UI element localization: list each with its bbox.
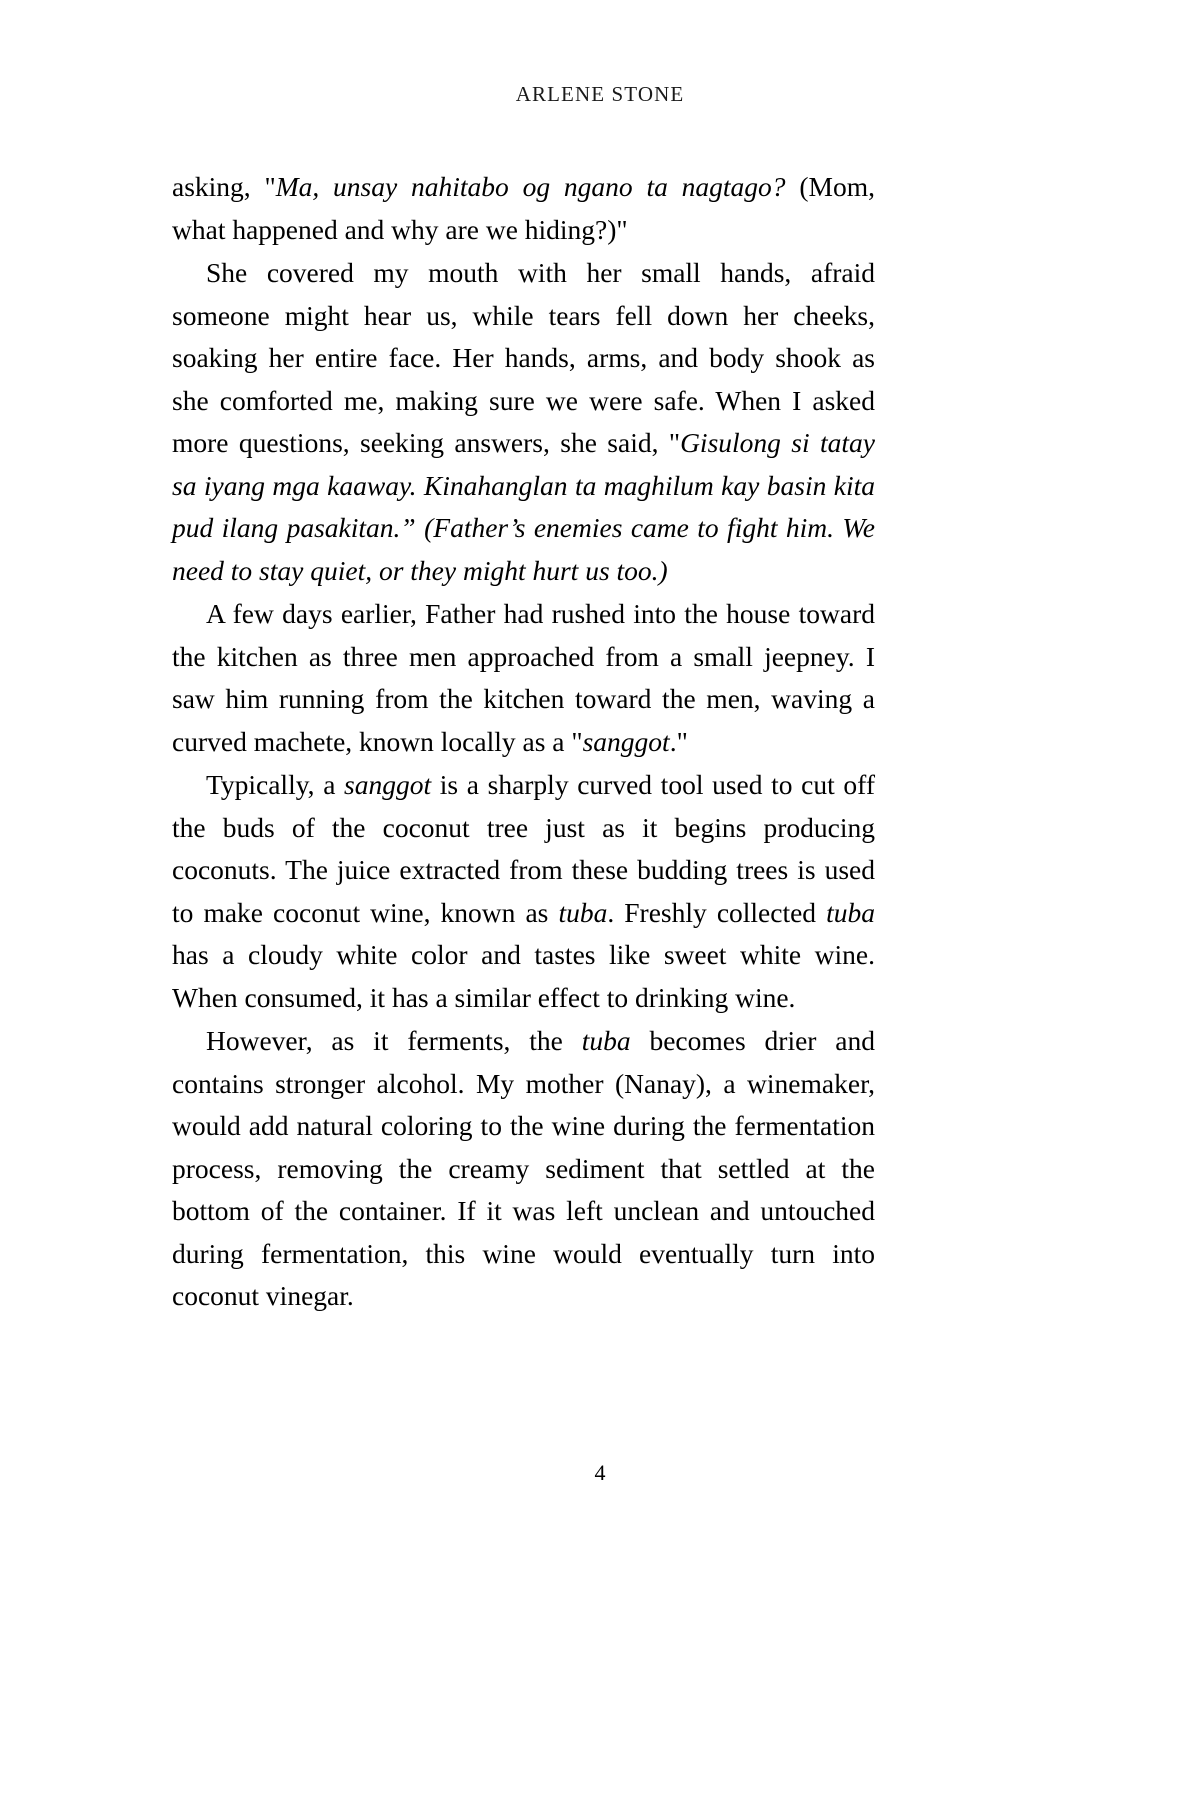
text-run: ."	[669, 725, 688, 757]
text-run: However, as it ferments, the	[206, 1025, 582, 1056]
text-run: A few days earlier, Father had rushed into the house toward the kitchen as three men approached from a small jeepney. I saw him running from the kitchen toward the men, waving a curved machete, known locally as a "	[172, 598, 875, 757]
italic-run: Gisulong si tatay sa iyang mga kaaway. Kinahanglan ta maghilum kay basin kita pud ilang pasakitan.” (Father’s enemies came to fight him. We need to stay quiet, or they might hurt us too.)	[172, 427, 875, 586]
running-header: ARLENE STONE	[515, 82, 685, 106]
italic-run: tuba	[826, 896, 876, 928]
paragraph-par-a-few-days	[172, 593, 875, 763]
italic-run: sanggot	[344, 769, 432, 800]
text-run: (Mom, what happened and why are we hiding?)"	[172, 171, 875, 245]
italic-run: sanggot	[582, 725, 670, 757]
italic-run: tuba	[558, 896, 608, 928]
italic-run: tuba	[581, 1025, 631, 1056]
text-run: becomes drier and contains stronger alcohol. My mother (Nanay), a winemaker, would add natural coloring to the wine during the fermentation process, removing the creamy sediment that settled at the bottom of the container. If it was left unclean and untouched during fermentation, this wine would eventually turn into coconut vinegar.	[172, 1025, 876, 1311]
text-run: Typically, a	[206, 769, 345, 800]
paragraph-par-asking	[172, 166, 875, 251]
text-run: is a sharply curved tool used to cut off the buds of the coconut tree just as it begins producing coconuts. The juice extracted from these budding trees is used to make coconut wine, known as	[172, 769, 875, 928]
body-text-block	[172, 166, 875, 1319]
text-run: . Freshly collected	[607, 896, 827, 928]
text-run: She covered my mouth with her small hands, afraid someone might hear us, while tears fell down her cheeks, soaking her entire face. Her hands, arms, and body shook as she comforted me, making sure we were safe. When I asked more questions, seeking answers, she said, "	[172, 257, 875, 458]
text-run: has a cloudy white color and tastes like sweet white wine. When consumed, it has a similar effect to drinking wine.	[172, 939, 875, 1013]
paragraph-par-however	[172, 1020, 875, 1318]
paragraph-par-typically	[172, 764, 875, 1019]
text-run: asking, "	[172, 171, 276, 202]
italic-run: Ma, unsay nahitabo og ngano ta nagtago?	[275, 171, 786, 202]
page-number: 4	[594, 1460, 606, 1485]
paragraph-par-she-covered	[172, 252, 875, 592]
